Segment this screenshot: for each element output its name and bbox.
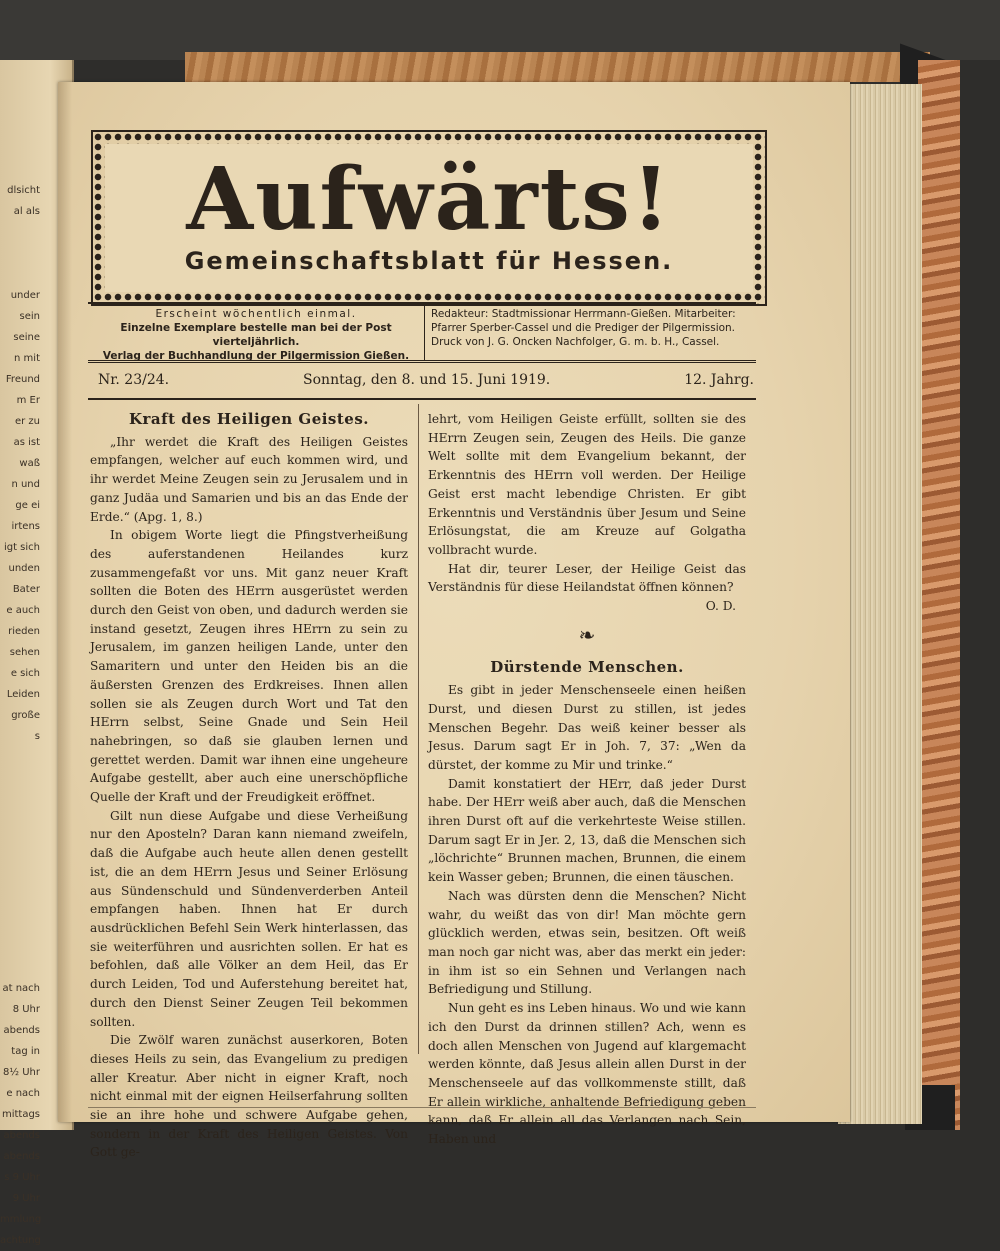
issue-date: Sonntag, den 8. und 15. Juni 1919. [303, 372, 551, 388]
page-crease [58, 82, 72, 1122]
article-title: Kraft des Heiligen Geistes. [128, 410, 370, 428]
background-desk [0, 0, 1000, 60]
left-page-fragment: Freund [5, 374, 40, 385]
info-line: Verlag der Buchhandlung der Pilgermission Gießen. [102, 350, 410, 362]
article-paragraph: Damit konstatiert der HErr, daß jeder Durst habe. Der HErr weiß aber auch, daß die Menschen ihren Durst oft auf die verkehrteste Weise stillen. Darum sagt Er in Jer. 2, 13, daß die Menschen sich „löchrichte“ Brunnen machen, Brunnen, die einem kein Wasser geben; Brunnen, die einen täuschen. [428, 776, 746, 885]
info-line: Erscheint wöchentlich einmal. [155, 308, 357, 320]
left-page-fragment: tag in [11, 1046, 40, 1057]
ornament-icon: ❧ [578, 622, 596, 647]
column-divider [418, 404, 419, 1054]
left-page-fragment: 9 Uhr [12, 1193, 40, 1204]
left-page-fragment [0, 243, 40, 264]
left-page-fragment: achtung [0, 1235, 41, 1246]
info-line: Redakteur: Stadtmissionar Herrmann-Gießen. Mitarbeiter: [431, 308, 736, 320]
article-signature: O. D. [705, 599, 736, 614]
publication-info-left [88, 304, 425, 360]
left-page-fragment [0, 222, 40, 243]
left-page-fragment: s [34, 731, 40, 742]
left-page-fragment: 8 Uhr [12, 1004, 40, 1015]
left-page-fragment: abends [3, 1025, 40, 1036]
left-page-fragment [0, 852, 40, 873]
left-page-fragment: ge ei [15, 500, 40, 511]
masthead-inner [105, 144, 753, 292]
left-page-fragment: e auch [6, 605, 40, 616]
column-right [428, 410, 746, 1149]
left-page-fragment: s 9 Uhr [4, 1172, 40, 1183]
left-page-fragment: 8½ Uhr [2, 1067, 40, 1078]
issue-rule [88, 398, 756, 400]
left-page-fragment: irtens [11, 521, 40, 532]
issue-line [98, 372, 754, 388]
page-edges [838, 84, 922, 1124]
left-page-fragment: n und [11, 479, 40, 490]
newspaper-subtitle: Gemeinschaftsblatt für Hessen. [184, 247, 674, 275]
left-page-fragment: e nach [6, 1088, 40, 1099]
bottom-rule [88, 1107, 756, 1108]
left-page-fragment: abends [3, 1130, 40, 1141]
left-page-fragment: sein [19, 311, 40, 322]
left-page-fragment: al als [13, 206, 40, 217]
info-line: Druck von J. G. Oncken Nachfolger, G. m. b. H., Cassel. [431, 336, 720, 348]
article-paragraph: Die Zwölf waren zunächst auserkoren, Boten dieses Heils zu sein, das Evangelium zu predigen aller Kreatur. Aber nicht in eigner Kraft, noch nicht einmal mit der eignen Heilserfahrung sollten sie an ihre hohe und schwere Aufgabe gehen, sondern in der Kraft des Heiligen Geistes. Von Gott ge- [90, 1033, 408, 1160]
left-page-fragment: sehen [9, 647, 40, 658]
left-page-fragment: e sich [10, 668, 40, 679]
left-page-fragment: at nach [2, 983, 40, 994]
issue-year: 12. Jahrg. [684, 372, 754, 388]
column-left [90, 410, 408, 1162]
info-line: Pfarrer Sperber-Cassel und die Prediger der Pilgermission. [431, 322, 736, 334]
book-cover-top [185, 52, 930, 82]
left-page-fragment [0, 957, 40, 978]
left-page-fragment [0, 873, 40, 894]
left-page-fragment [0, 789, 40, 810]
article-paragraph: lehrt, vom Heiligen Geiste erfüllt, sollten sie des HErrn Zeugen sein, Zeugen des Heils. Die ganze Welt sollte mit dem Evangelium bekannt, der Erkenntnis des HErrn voll werden. Der Heilige Geist erst macht lebendige Christen. Er gibt Erkenntnis und Verständnis über Jesum und Seine Erlösungstat, die am Kreuze auf Golgatha vollbracht wurde. [428, 412, 746, 557]
book-cover-right [918, 60, 960, 1130]
newspaper-page [58, 82, 850, 1160]
left-page-fragment [0, 894, 40, 915]
left-page-fragment [0, 264, 40, 285]
left-page-fragment: er zu [14, 416, 40, 427]
masthead [91, 130, 767, 306]
publication-info-right [425, 304, 756, 360]
left-page-fragment: Leiden [6, 689, 40, 700]
article-paragraph: Es gibt in jeder Menschenseele einen heißen Durst, und diesen Durst zu stillen, ist jedes Menschen Begehr. Das weiß keiner besser als Jesus. Darum sagt Er in Joh. 7, 37: „Wen da dürstet, der komme zu Mir und trinke.“ [428, 683, 746, 772]
left-page-fragment [0, 915, 40, 936]
left-page-fragment: waß [19, 458, 40, 469]
publication-info [88, 302, 756, 363]
left-page-text-fragments [0, 180, 42, 1246]
left-page-fragment: mittags [1, 1109, 40, 1120]
left-page-fragment: m Er [16, 395, 40, 406]
left-page-fragment [0, 831, 40, 852]
left-page-fragment: abends [3, 1151, 40, 1162]
newspaper-title: Aufwärts! [186, 149, 672, 250]
left-page-fragment: n mit [14, 353, 40, 364]
article-paragraph: In obigem Worte liegt die Pfingstverheißung des auferstandenen Heilandes kurz zusammengefaßt vor uns. Mit ganz neuer Kraft sollten die Boten des HErrn ausgerüstet werden durch den Geist von oben, und dadurch werden sie instand gesetzt, Zeugen ihres HErrn zu sein zu Jerusalem, im ganzen heiligen Lande, unter den Samaritern und unter den Heiden bis an die äußersten Grenzen des Erdkreises. Ihnen allen sollen sie als Zeugen durch Wort und Tat den HErrn selbst, Seine Gnade und Sein Heil nahebringen, so daß sie glauben lernen und gerettet werden. Damit war ihnen eine ungeheure Aufgabe gestellt, aber auch eine unerschöpfliche Quelle der Kraft und der Freudigkeit eröffnet. [90, 528, 408, 805]
article-paragraph: Nach was dürsten denn die Menschen? Nicht wahr, du weißt das von dir! Man möchte gern glücklich werden, etwas sein, besitzen. Oft weiß man noch gar nicht was, aber das merkt ein jeder: in ihm ist so ein Sehnen und Verlangen nach Befriedigung und Stillung. [428, 888, 746, 997]
left-page-fragment: dlsicht [7, 185, 40, 196]
article-paragraph: Nun geht es ins Leben hinaus. Wo und wie kann ich den Durst da drinnen stillen? Ach, wenn es doch allen Menschen von Jugend auf klargemacht werden könnte, daß Jesus allein allen Durst in der Menschenseele auf das vollkommenste stillt, daß Er allein wirkliche, anhaltende Befriedigung geben kann, daß Er allein all das Verlangen nach Sein, Haben und [428, 1001, 746, 1147]
left-page-fragment: under [10, 290, 40, 301]
article-title: Dürstende Menschen. [490, 658, 684, 677]
left-page-fragment: unden [8, 563, 40, 574]
left-page-fragment: mmlung [0, 1214, 42, 1225]
left-page-fragment [0, 936, 40, 957]
left-page-fragment: Bater [12, 584, 40, 595]
issue-number: Nr. 23/24. [98, 372, 170, 388]
left-page-fragment: igt sich [3, 542, 40, 553]
article-paragraph: Gilt nun diese Aufgabe und diese Verheißung nur den Aposteln? Daran kann niemand zweifeln, daß die Aufgabe auch heute allen denen gestellt ist, die an dem HErrn Jesus und Seiner Erlösung aus Sündenschuld und Sündenverderben Anteil empfangen haben. Ihnen hat Er durch ausdrücklichen Befehl Sein Werk hinterlassen, das sie weiterführen und ausrichten sollen. Er hat es befohlen, daß alle Völker an dem Heil, das Er durch Leiden, Tod und Auferstehung bereitet hat, durch den Dienst Seiner Zeugen Teil bekommen sollten. [90, 808, 408, 1029]
left-page-fragment [0, 810, 40, 831]
left-page-fragment [0, 747, 40, 768]
left-page-fragment: as ist [13, 437, 40, 448]
left-page-fragment: große [11, 710, 40, 721]
article-paragraph: Hat dir, teurer Leser, der Heilige Geist das Verständnis für diese Heilandstat öffnen können? [428, 561, 746, 595]
article-paragraph: „Ihr werdet die Kraft des Heiligen Geistes empfangen, welcher auf euch kommen wird, und ihr werdet Meine Zeugen sein zu Jerusalem und in ganz Judäa und Samarien und bis an das Ende der Erde.“ (Apg. 1, 8.) [90, 434, 408, 524]
left-page-fragment: seine [13, 332, 40, 343]
left-page-fragment: rieden [8, 626, 40, 637]
info-line: Einzelne Exemplare bestelle man bei der Post vierteljährlich. [120, 322, 392, 348]
left-page-fragment [0, 768, 40, 789]
